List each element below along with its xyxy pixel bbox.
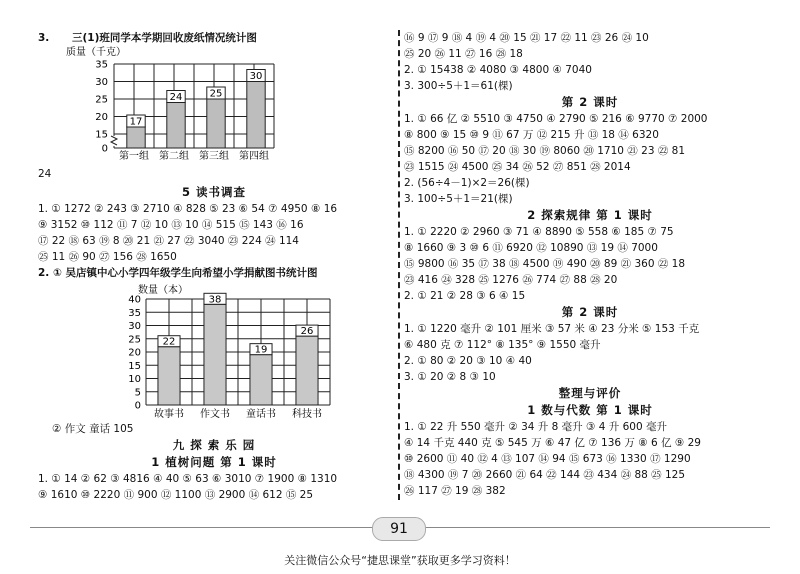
answer-line: 1. ① 1272 ② 243 ③ 2710 ④ 828 ⑤ 23 ⑥ 54 ⑦ 4950 ⑧ 16 (38, 203, 338, 215)
bar-value-label: 25 (209, 88, 223, 100)
chart1-answer: 24 (38, 168, 52, 180)
answer-line: ④ 14 千克 440 克 ⑤ 545 万 ⑥ 47 亿 ⑦ 136 万 ⑧ 6 亿 ⑨ 29 (404, 437, 701, 449)
answer-line: ⑩ 2600 ⑪ 40 ⑫ 4 ⑬ 107 ⑭ 94 ⑮ 673 ⑯ 1330 ⑰ 1290 (404, 453, 691, 465)
y-tick-label: 15 (128, 360, 141, 372)
x-tick-label: 第二组 (159, 151, 189, 162)
x-tick-label: 第三组 (199, 151, 229, 162)
lesson2-answers (404, 111, 776, 207)
right-column (404, 30, 776, 499)
y-tick-label: 40 (128, 294, 141, 306)
lesson2-title: 第 2 课时 (561, 95, 619, 109)
review-title: 整理与评价 (558, 386, 622, 400)
column-divider (398, 30, 400, 500)
q2-heading: 2. ① 吴店镇中心小学四年级学生向希望小学捐献图书统计图 (38, 267, 318, 279)
y-tick-label: 5 (134, 387, 141, 399)
y-tick-label: 20 (128, 347, 141, 359)
answer-line: 3. 300÷5＋1＝61(棵) (404, 80, 513, 92)
x-tick-label: 童话书 (246, 409, 276, 420)
bar-value-label: 19 (254, 344, 268, 356)
y-tick-label: 35 (95, 59, 108, 71)
bar (204, 304, 226, 405)
bar (207, 99, 225, 148)
answer-line: 1. ① 2220 ② 2960 ③ 71 ④ 8890 ⑤ 558 ⑥ 185 ⑦ 75 (404, 226, 674, 238)
x-tick-label: 故事书 (154, 409, 184, 420)
chart2-y-ticks (128, 295, 141, 412)
bar (158, 347, 180, 405)
answer-line: ⑮ 8200 ⑯ 50 ⑰ 20 ⑱ 30 ⑲ 8060 ⑳ 1710 ㉑ 23 ㉒ 81 (404, 145, 686, 157)
x-tick-label: 科技书 (292, 409, 322, 420)
answer-line: ⑧ 800 ⑨ 15 ⑩ 9 ⑪ 67 万 ⑫ 215 升 ⑬ 18 ⑭ 6320 (404, 129, 659, 141)
answer-line: 1. ① 14 ② 62 ③ 4816 ④ 40 ⑤ 63 ⑥ 3010 ⑦ 1900 ⑧ 1310 (38, 473, 338, 485)
y-tick-label: 25 (128, 334, 141, 346)
answer-line: ㉖ 117 ㉗ 19 ㉘ 382 (404, 485, 506, 497)
answer-line: 1. ① 22 升 550 毫升 ② 34 升 8 毫升 ③ 4 升 600 毫升 (404, 421, 667, 433)
answer-line: 3. 100÷5＋1＝21(棵) (404, 193, 513, 205)
answer-line: ㉓ 416 ㉔ 328 ㉕ 1276 ㉖ 774 ㉗ 88 ㉘ 20 (404, 274, 618, 286)
y-tick-label: 30 (128, 321, 141, 332)
x-tick-label: 第四组 (239, 151, 269, 162)
answer-line: ⑰ 22 ⑱ 63 ⑲ 8 ⑳ 21 ㉑ 27 ㉒ 3040 ㉓ 224 ㉔ 114 (38, 235, 299, 247)
lesson1-answers (38, 471, 390, 503)
chart1-unit-label: 质量（千克） (66, 47, 126, 58)
section5-answers (38, 201, 390, 265)
section5-title: 5 读书调查 (181, 185, 246, 199)
bar-value-label: 22 (162, 336, 176, 348)
answer-line: ⑨ 1610 ⑩ 2220 ⑪ 900 ⑫ 1100 ⑬ 2900 ⑭ 612 ⑮ 25 (38, 489, 314, 501)
answer-line: ㉕ 11 ㉖ 90 ㉗ 156 ㉘ 1650 (38, 251, 177, 263)
q2-answer: ② 作文 童话 105 (52, 423, 134, 435)
book-donation-bar-chart (38, 281, 390, 421)
answer-line: ⑨ 3152 ⑩ 112 ⑪ 7 ⑫ 10 ⑬ 10 ⑭ 515 ⑮ 143 ⑯ 16 (38, 219, 304, 231)
bar-value-label: 26 (300, 326, 314, 338)
bar (247, 82, 265, 149)
x-tick-label: 作文书 (200, 409, 230, 420)
y-tick-label: 10 (128, 374, 141, 385)
lesson1-title: 1 植树问题 第 1 课时 (151, 455, 277, 469)
q3-label: 3. (38, 32, 50, 44)
continued-answers (404, 30, 776, 94)
answer-line: 2. (56÷4－1)×2＝26(棵) (404, 177, 530, 189)
y-tick-label: 35 (128, 307, 141, 319)
y-tick-label: 0 (134, 400, 141, 412)
x-tick-label: 第一组 (119, 151, 149, 162)
answer-line: ⑱ 4300 ⑲ 7 ⑳ 2660 ㉑ 64 ㉒ 144 ㉓ 434 ㉔ 88 ㉕ 125 (404, 469, 686, 481)
answer-line: ㉕ 20 ㉖ 11 ㉗ 16 ㉘ 18 (404, 48, 523, 60)
y-tick-label: 25 (95, 94, 108, 106)
bar (296, 336, 318, 405)
y-tick-label: 15 (95, 129, 108, 141)
q3-heading (38, 30, 390, 46)
explore-title: 2 探索规律 第 1 课时 (527, 208, 653, 222)
answer-line: ⑧ 1660 ⑨ 3 ⑩ 6 ⑪ 6920 ⑫ 10890 ⑬ 19 ⑭ 7000 (404, 242, 658, 254)
answer-line: 2. ① 15438 ② 4080 ③ 4800 ④ 7040 (404, 64, 592, 76)
explore2-answers (404, 321, 776, 385)
explore-answers (404, 224, 776, 304)
answer-line: ⑮ 9800 ⑯ 35 ⑰ 38 ⑱ 4500 ⑲ 490 ⑳ 89 ㉑ 360 ㉒ 18 (404, 258, 686, 270)
chart1-y-ticks (95, 60, 108, 155)
answer-line: 2. ① 21 ② 28 ③ 6 ④ 15 (404, 290, 526, 302)
paper-recycling-bar-chart (38, 46, 390, 164)
answer-line: ⑥ 480 克 ⑦ 112° ⑧ 135° ⑨ 1550 毫升 (404, 339, 601, 351)
y-tick-label: 0 (101, 143, 108, 155)
bar-value-label: 30 (249, 71, 263, 82)
bar (167, 103, 185, 149)
chart2-unit-label: 数量（本） (138, 285, 188, 296)
explore2-title: 第 2 课时 (561, 305, 619, 319)
answer-line: 2. ① 80 ② 20 ③ 10 ④ 40 (404, 355, 532, 367)
chart1-x-labels (119, 149, 269, 162)
page-number: 91 (372, 517, 426, 541)
bar-value-label: 17 (129, 116, 143, 128)
y-tick-label: 20 (95, 112, 108, 123)
answer-line: ⑯ 9 ⑰ 9 ⑱ 4 ⑲ 4 ⑳ 15 ㉑ 17 ㉒ 11 ㉓ 26 ㉔ 10 (404, 32, 649, 44)
section9-title: 九 探 索 乐 园 (172, 438, 256, 452)
y-tick-label: 30 (95, 77, 108, 88)
bar (250, 355, 272, 405)
answer-line: ㉓ 1515 ㉔ 4500 ㉕ 34 ㉖ 52 ㉗ 851 ㉘ 2014 (404, 161, 631, 173)
review-subtitle: 1 数与代数 第 1 课时 (527, 403, 653, 417)
footer-note: 关注微信公众号“捷思课堂”获取更多学习资料！ (284, 554, 516, 567)
chart1-title: 三(1)班同学本学期回收废纸情况统计图 (72, 32, 257, 44)
answer-line: 1. ① 66 亿 ② 5510 ③ 4750 ④ 2790 ⑤ 216 ⑥ 9770 ⑦ 2000 (404, 113, 708, 125)
answer-line: 1. ① 1220 毫升 ② 101 厘米 ③ 57 米 ④ 23 分米 ⑤ 153 千克 (404, 323, 700, 335)
chart2-x-labels (154, 407, 322, 420)
bar-value-label: 24 (169, 92, 183, 103)
review-answers (404, 419, 776, 499)
left-column (38, 30, 390, 503)
bar-value-label: 38 (208, 294, 222, 306)
bar (127, 127, 145, 148)
answer-line: 3. ① 20 ② 8 ③ 10 (404, 371, 496, 383)
